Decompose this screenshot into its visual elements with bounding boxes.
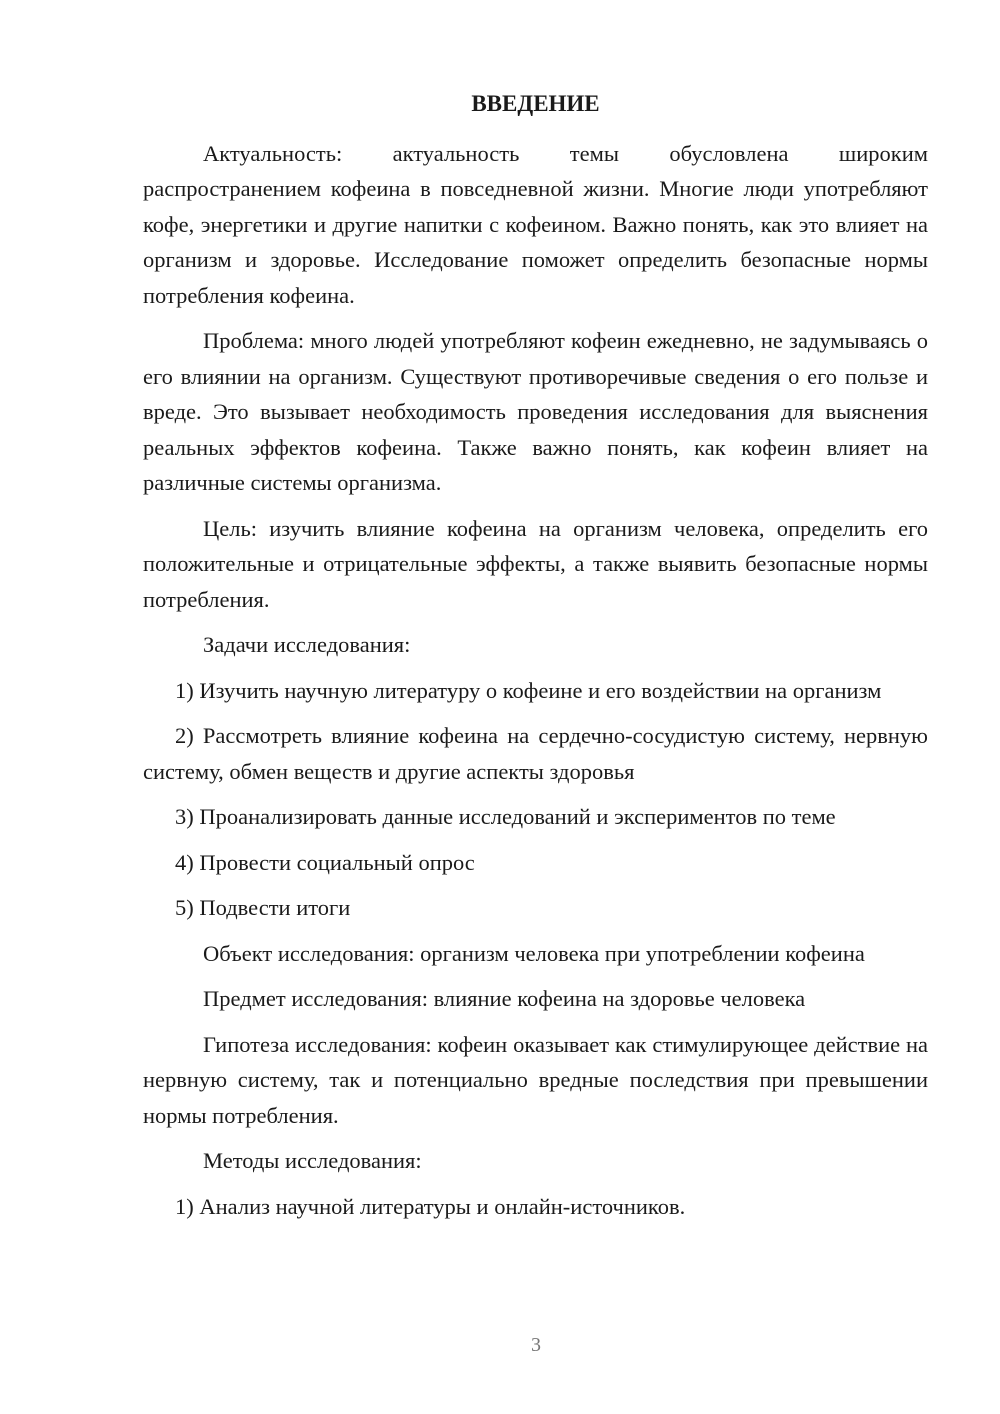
task-item-3: 3) Проанализировать данные исследований и экспериментов по теме	[175, 804, 836, 830]
object-paragraph: Объект исследования: организм человека при употреблении кофеина	[203, 940, 865, 966]
page-number: 3	[531, 1334, 541, 1356]
tasks-heading: Задачи исследования:	[203, 632, 411, 658]
methods-heading: Методы исследования:	[203, 1148, 422, 1174]
task-item-5: 5) Подвести итоги	[175, 895, 351, 921]
page-title: ВВЕДЕНИЕ	[471, 91, 600, 116]
hypothesis-paragraph: Гипотеза исследования: кофеин оказывает как стимулирующее действие на нервную систему, так и потенциально вредные последствия при превышении нормы потребления.	[143, 1031, 928, 1128]
task-item-2: 2) Рассмотреть влияние кофеина на сердечно-сосудистую систему, нервную систему, обмен веществ и другие аспекты здоровья	[143, 723, 928, 784]
method-item-1: 1) Анализ научной литературы и онлайн-источников.	[175, 1193, 686, 1219]
problem-paragraph: Проблема: много людей употребляют кофеин ежедневно, не задумываясь о его влиянии на организм. Существуют противоречивые сведения о его пользе и вреде. Это вызывает необходимость проведения исследования для выяснения реальных эффектов кофеина. Также важно понять, как кофеин влияет на различные системы организма.	[143, 328, 928, 496]
task-item-1: 1) Изучить научную литературу о кофеине и его воздействии на организм	[175, 677, 882, 703]
subject-paragraph: Предмет исследования: влияние кофеина на здоровье человека	[203, 986, 806, 1012]
goal-paragraph: Цель: изучить влияние кофеина на организм человека, определить его положительные и отрицательные эффекты, а также выявить безопасные нормы потребления.	[143, 515, 928, 612]
document-page	[143, 90, 928, 1234]
relevance-paragraph: Актуальность: актуальность темы обусловлена широким распространением кофеина в повседневной жизни. Многие люди употребляют кофе, энергетики и другие напитки с кофеином. Важно понять, как это влияет на организм и здоровье. Исследование поможет определить безопасные нормы потребления кофеина.	[143, 140, 928, 308]
task-item-4: 4) Провести социальный опрос	[175, 849, 475, 875]
